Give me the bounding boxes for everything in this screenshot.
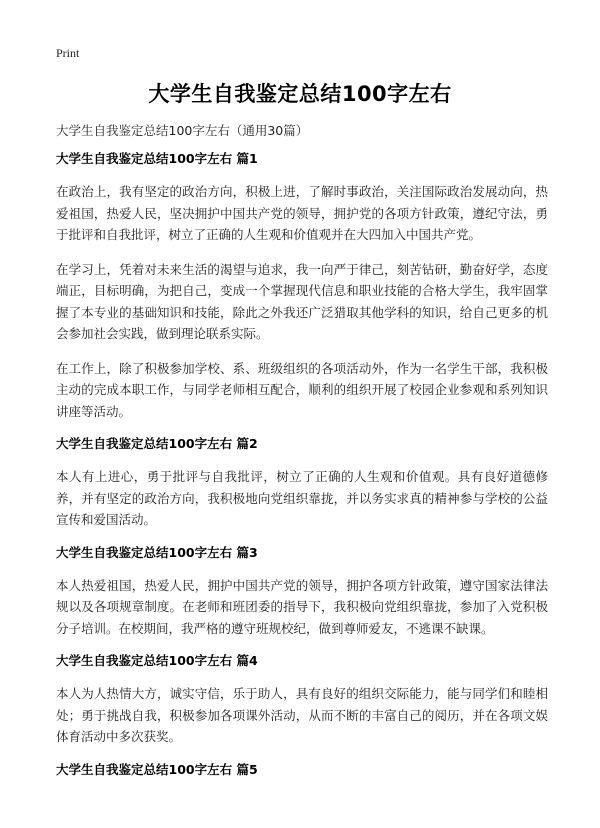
paragraph: 在学习上，凭着对未来生活的渴望与追求，我一向严于律己，刻苦钻研，勤奋好学，态度端正，目标明确，为把自己，变成一个掌握现代信息和职业技能的合格大学生，我牢固掌握了本专业的基础知识和技能，除此之外我还广泛猎取其他学科的知识，给自己更多的机会参加社会实践，做到理论联系实际。 bbox=[56, 261, 548, 341]
section-2 bbox=[56, 435, 548, 531]
page-title: 大学生自我鉴定总结100字左右 bbox=[148, 82, 452, 106]
section-5 bbox=[56, 761, 548, 778]
section-heading: 大学生自我鉴定总结100字左右 篇5 bbox=[56, 761, 258, 777]
section-heading: 大学生自我鉴定总结100字左右 篇3 bbox=[56, 544, 258, 560]
paragraph: 本人热爱祖国，热爱人民，拥护中国共产党的领导，拥护各项方针政策，遵守国家法律法规以及各项规章制度。在老师和班团委的指导下，我积极向党组织靠拢，参加了入党积极分子培训。在校期间，我严格的遵守班规校纪，做到尊师爱友，不逃课不缺课。 bbox=[56, 577, 548, 636]
paragraph: 本人为人热情大方，诚实守信，乐于助人，具有良好的组织交际能力，能与同学们和睦相处；勇于挑战自我，积极参加各项课外活动，从而不断的丰富自己的阅历，并在各项文娱体育活动中多次获奖。 bbox=[56, 686, 548, 744]
paragraph: 在政治上，我有坚定的政治方向，积极上进，了解时事政治，关注国际政治发展动向，热爱祖国，热爱人民，坚决拥护中国共产党的领导，拥护党的各项方针政策，遵纪守法，勇于批评和自我批评，树立了正确的人生观和价值观并在大四加入中国共产党。 bbox=[56, 184, 548, 242]
document-body bbox=[56, 150, 548, 792]
document-subtitle: 大学生自我鉴定总结100字左右（通用30篇） bbox=[56, 123, 309, 138]
section-4 bbox=[56, 652, 548, 748]
section-1 bbox=[56, 150, 548, 422]
section-heading: 大学生自我鉴定总结100字左右 篇4 bbox=[56, 653, 258, 668]
section-3 bbox=[56, 544, 548, 640]
section-heading: 大学生自我鉴定总结100字左右 篇2 bbox=[56, 436, 258, 451]
paragraph: 本人有上进心，勇于批评与自我批评，树立了正确的人生观和价值观。具有良好道德修养，并有坚定的政治方向，我积极地向党组织靠拢，并以务实求真的精神参与学校的公益宣传和爱国活动。 bbox=[56, 469, 548, 527]
paragraph: 在工作上，除了积极参加学校、系、班级组织的各项活动外，作为一名学生干部，我积极主动的完成本职工作，与同学老师相互配合，顺利的组织开展了校园企业参观和系列知识讲座等活动。 bbox=[56, 360, 548, 419]
section-heading: 大学生自我鉴定总结100字左右 篇1 bbox=[56, 151, 258, 166]
print-link[interactable]: Print bbox=[56, 46, 80, 60]
